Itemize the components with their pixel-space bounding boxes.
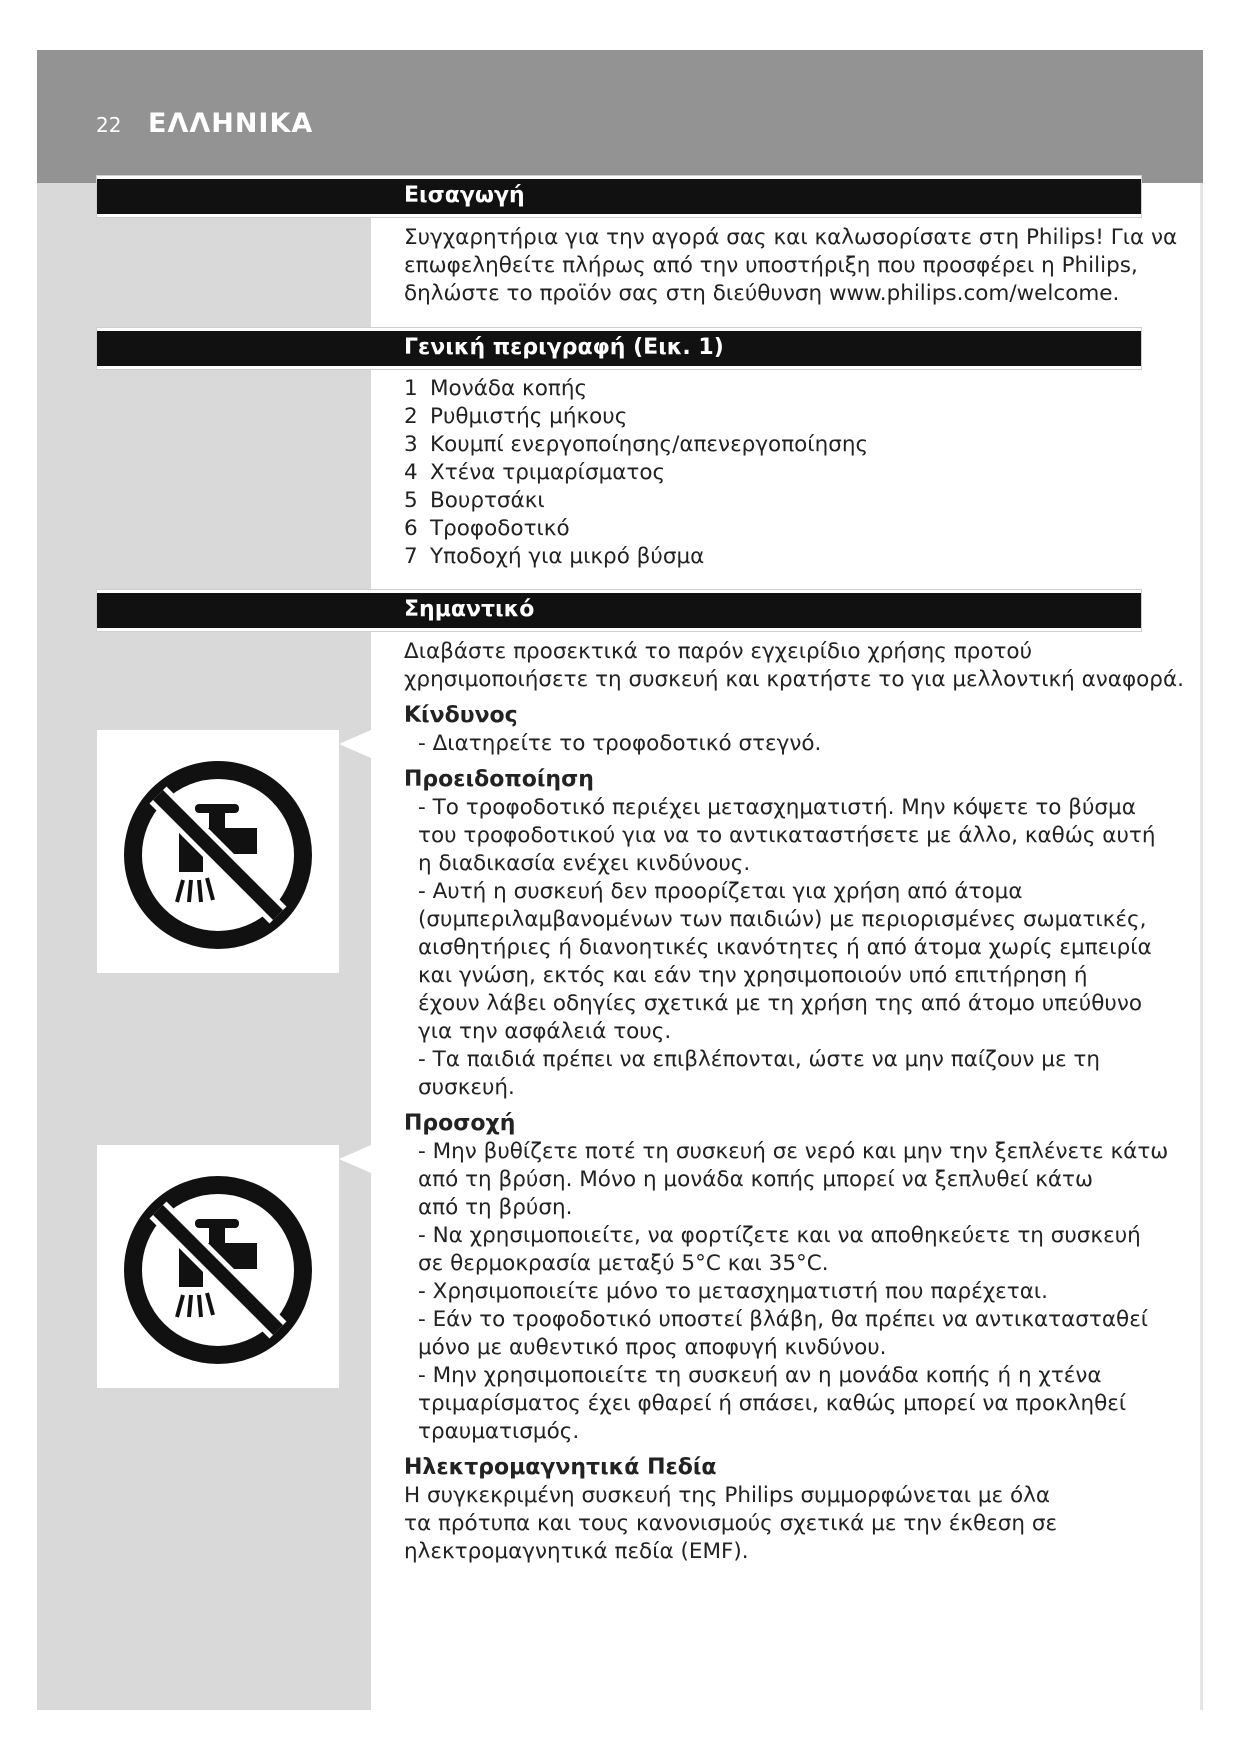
bullet-line: για την ασφάλειά τους. — [418, 1019, 672, 1044]
caution-heading: Προσοχή — [404, 1111, 516, 1136]
section-title-description: Γενική περιγραφή (Εικ. 1) — [404, 335, 724, 360]
illustration-panel — [97, 730, 339, 973]
important-text — [404, 638, 1184, 1566]
bullet-line: τραυματισμός. — [418, 1419, 580, 1444]
section-title-intro: Εισαγωγή — [404, 183, 525, 208]
bullet-line: - Χρησιμοποιείτε μόνο το μετασχηματιστή που παρέχεται. — [418, 1279, 1048, 1304]
list-item-label: Κουμπί ενεργοποίησης/απενεργοποίησης — [430, 432, 869, 457]
text-line: Διαβάστε προσεκτικά το παρόν εγχειρίδιο χρήσης προτού — [404, 639, 1033, 664]
bullet-line: - Εάν το τροφοδοτικό υποστεί βλάβη, θα πρέπει να αντικατασταθεί — [418, 1307, 1149, 1332]
bullet-line: από τη βρύση. Μόνο η μονάδα κοπής μπορεί να ξεπλυθεί κάτω — [418, 1167, 1093, 1192]
bullet-line: αισθητήριες ή διανοητικές ικανότητες ή από άτομα χωρίς εμπειρία — [418, 935, 1152, 960]
list-item-label: Τροφοδοτικό — [430, 516, 570, 541]
no-water-tap-icon — [121, 758, 315, 952]
list-item-number: 2 — [404, 404, 418, 429]
bullet-line: μόνο με αυθεντικό προς αποφυγή κινδύνου. — [418, 1335, 887, 1360]
list-item-label: Βουρτσάκι — [430, 488, 545, 513]
parts-list — [404, 375, 1144, 571]
bullet-line: (συμπεριλαμβανομένων των παιδιών) με περιορισμένες σωματικές, — [418, 907, 1147, 932]
list-item-number: 5 — [404, 488, 418, 513]
language-title: ΕΛΛΗΝΙΚΑ — [148, 108, 314, 139]
text-line: επωφεληθείτε πλήρως από την υποστήριξη που προσφέρει η Philips, — [404, 253, 1138, 278]
bullet-line: τριμαρίσματος έχει φθαρεί ή σπάσει, καθώς μπορεί να προκληθεί — [418, 1391, 1127, 1416]
bullet-line: από τη βρύση. — [418, 1195, 573, 1220]
list-item — [404, 431, 1144, 459]
text-line: χρησιμοποιήσετε τη συσκευή και κρατήστε το για μελλοντική αναφορά. — [404, 667, 1184, 692]
text-line: ηλεκτρομαγνητικά πεδία (EMF). — [404, 1539, 749, 1564]
caution-bullet — [404, 1222, 1144, 1278]
warning-bullet — [404, 1046, 1144, 1102]
danger-bullet: - Διατηρείτε το τροφοδοτικό στεγνό. — [418, 731, 822, 756]
list-item-number: 7 — [404, 544, 418, 569]
bullet-line: και γνώση, εκτός και εάν την χρησιμοποιούν υπό επιτήρηση ή — [418, 963, 1088, 988]
bullet-line: του τροφοδοτικού για να το αντικαταστήσετε με άλλο, καθώς αυτή — [418, 823, 1156, 848]
list-item — [404, 403, 1144, 431]
page-number: 22 — [96, 113, 122, 137]
list-item — [404, 375, 1144, 403]
intro-text — [404, 224, 1178, 308]
bullet-line: - Τα παιδιά πρέπει να επιβλέπονται, ώστε να μην παίζουν με τη — [418, 1047, 1100, 1072]
section-bar-important — [97, 590, 1141, 631]
bullet-line: σε θερμοκρασία μεταξύ 5°C και 35°C. — [418, 1251, 829, 1276]
section-bar-description — [97, 328, 1141, 369]
list-item-label: Υποδοχή για μικρό βύσμα — [430, 544, 705, 569]
list-item-number: 1 — [404, 376, 418, 401]
text-line: τα πρότυπα και τους κανονισμούς σχετικά με την έκθεση σε — [404, 1511, 1058, 1536]
text-line: Η συγκεκριμένη συσκευή της Philips συμμορφώνεται με όλα — [404, 1483, 1051, 1508]
bullet-line: έχουν λάβει οδηγίες σχετικά με τη χρήση της από άτομο υπεύθυνο — [418, 991, 1142, 1016]
bullet-line: - Το τροφοδοτικό περιέχει μετασχηματιστή. Μην κόψετε το βύσμα — [418, 795, 1136, 820]
list-item-number: 6 — [404, 516, 418, 541]
no-water-tap-icon — [121, 1173, 315, 1367]
list-item — [404, 487, 1144, 515]
list-item — [404, 459, 1144, 487]
right-edge-line — [1200, 183, 1203, 1710]
section-title-important: Σημαντικό — [404, 597, 535, 622]
bullet-line: - Να χρησιμοποιείτε, να φορτίζετε και να αποθηκεύετε τη συσκευή — [418, 1223, 1141, 1248]
list-item-label: Μονάδα κοπής — [430, 376, 588, 401]
panel-notch — [339, 1145, 371, 1173]
list-item — [404, 515, 1144, 543]
list-item — [404, 543, 1144, 571]
bullet-line: η διαδικασία ενέχει κινδύνους. — [418, 851, 751, 876]
caution-bullet — [404, 1278, 1144, 1306]
bullet-line: - Μην βυθίζετε ποτέ τη συσκευή σε νερό και μην την ξεπλένετε κάτω — [418, 1139, 1169, 1164]
caution-bullet — [404, 1138, 1169, 1222]
emf-heading: Ηλεκτρομαγνητικά Πεδία — [404, 1455, 717, 1480]
danger-heading: Κίνδυνος — [404, 703, 518, 728]
warning-bullet — [404, 794, 1156, 878]
list-item-label: Χτένα τριμαρίσματος — [430, 460, 666, 485]
section-bar-intro — [97, 176, 1141, 217]
list-item-label: Ρυθμιστής μήκους — [430, 404, 628, 429]
warning-bullet — [404, 878, 1152, 1046]
panel-notch — [339, 730, 371, 758]
list-item-number: 4 — [404, 460, 418, 485]
list-item-number: 3 — [404, 432, 418, 457]
bullet-line: - Μην χρησιμοποιείτε τη συσκευή αν η μονάδα κοπής ή η χτένα — [418, 1363, 1102, 1388]
illustration-panel — [97, 1145, 339, 1388]
bullet-line: συσκευή. — [418, 1075, 515, 1100]
text-line: δηλώστε το προϊόν σας στη διεύθυνση www.philips.com/welcome. — [404, 281, 1120, 306]
warning-heading: Προειδοποίηση — [404, 767, 594, 792]
text-line: Συγχαρητήρια για την αγορά σας και καλωσορίσατε στη Philips! Για να — [404, 225, 1178, 250]
caution-bullet — [404, 1306, 1149, 1362]
caution-bullet — [404, 1362, 1144, 1446]
bullet-line: - Αυτή η συσκευή δεν προορίζεται για χρήση από άτομα — [418, 879, 1023, 904]
